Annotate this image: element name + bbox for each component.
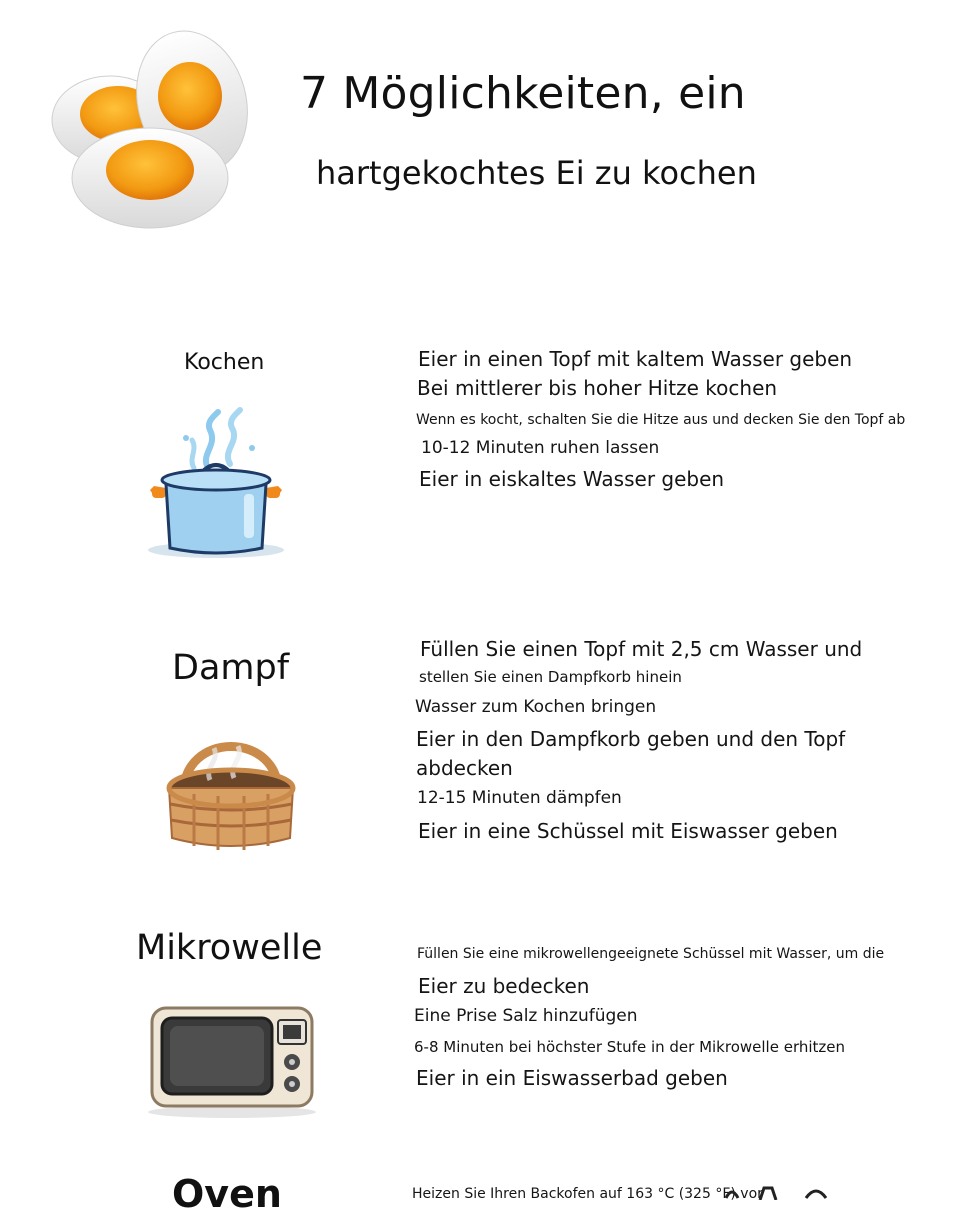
step-text: 6-8 Minuten bei höchster Stufe in der Mikrowelle erhitzen	[414, 1038, 846, 1056]
step-text: Eier in den Dampfkorb geben und den Topf	[416, 727, 846, 751]
step-text: 10-12 Minuten ruhen lassen	[421, 438, 660, 458]
step-text: 12-15 Minuten dämpfen	[417, 788, 622, 808]
step-text: Eier in ein Eiswasserbad geben	[416, 1066, 728, 1090]
step-text: Eier in eine Schüssel mit Eiswasser geben	[418, 819, 838, 843]
step-text: Eier zu bedecken	[418, 974, 590, 998]
steamer-basket-icon	[150, 700, 312, 856]
step-text: Füllen Sie einen Topf mit 2,5 cm Wasser und	[420, 637, 863, 661]
step-text: Eier in einen Topf mit kaltem Wasser geben	[418, 347, 853, 371]
step-text: Eine Prise Salz hinzufügen	[414, 1006, 638, 1026]
method-title-mikrowelle: Mikrowelle	[136, 928, 323, 968]
oven-icon	[720, 1184, 840, 1200]
step-text: Eier in eiskaltes Wasser geben	[419, 467, 725, 491]
page-subtitle: hartgekochtes Ei zu kochen	[316, 154, 757, 192]
boiling-pot-icon	[126, 398, 306, 576]
hard-boiled-eggs-icon	[40, 10, 280, 240]
step-text: stellen Sie einen Dampfkorb hinein	[419, 668, 682, 686]
step-text: Füllen Sie eine mikrowellengeeignete Schüssel mit Wasser, um die	[417, 946, 885, 962]
step-text: Wasser zum Kochen bringen	[415, 697, 657, 717]
page-title: 7 Möglichkeiten, ein	[300, 68, 746, 119]
step-text: Wenn es kocht, schalten Sie die Hitze aus und decken Sie den Topf ab	[416, 412, 906, 428]
step-text: abdecken	[416, 756, 513, 780]
microwave-icon	[140, 1000, 324, 1120]
step-text: Heizen Sie Ihren Backofen auf 163 °C (325 °F) vor	[412, 1186, 763, 1202]
method-title-oven: Oven	[172, 1172, 282, 1216]
step-text: Bei mittlerer bis hoher Hitze kochen	[417, 376, 778, 400]
method-title-dampf: Dampf	[172, 648, 290, 688]
method-title-kochen: Kochen	[184, 350, 265, 375]
